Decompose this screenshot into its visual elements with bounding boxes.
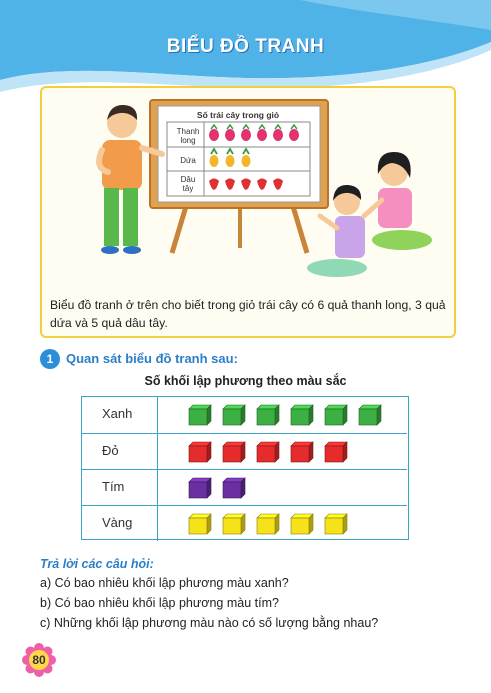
cube-icon [256, 513, 280, 535]
question-a: a) Có bao nhiêu khối lập phương màu xanh? [40, 576, 289, 590]
cube-icon [256, 441, 280, 463]
cube-icon [222, 513, 246, 535]
cube-icon [290, 441, 314, 463]
cube-icon [290, 513, 314, 535]
pictograph-row-xanh [82, 397, 407, 433]
illustration-caption: Biểu đồ tranh ở trên cho biết trong giỏ trái cây có 6 quả thanh long, 3 quả dứa và 5 quả dâu tây. [50, 298, 446, 330]
cube-icon [188, 441, 212, 463]
chart-title: Số khối lập phương theo màu sắc [144, 374, 347, 388]
illustration-box [40, 86, 456, 338]
page-number: 80 [32, 653, 46, 667]
cube-icon [222, 477, 246, 499]
answer-heading: Trả lời các câu hỏi: [40, 557, 154, 571]
exercise-instruction: Quan sát biểu đồ tranh sau: [66, 351, 238, 366]
row-label: Xanh [82, 397, 158, 433]
exercise-number-badge: 1 [40, 349, 60, 369]
sitting-girl [364, 152, 432, 250]
cube-pictograph [81, 396, 409, 540]
label-line: Dâu [180, 175, 196, 184]
cube-icon [358, 404, 382, 426]
pictograph-row-tim [82, 469, 407, 505]
cube-icon [324, 441, 348, 463]
label-line: Dứa [180, 156, 196, 165]
cube-icon [222, 404, 246, 426]
question-b: b) Có bao nhiêu khối lập phương màu tím? [40, 596, 279, 610]
row-label: Tím [82, 470, 158, 505]
cube-icon [188, 404, 212, 426]
cube-icon [222, 441, 246, 463]
pictograph-row-do [82, 433, 407, 469]
question-c: c) Những khối lập phương màu nào có số lượng bằng nhau? [40, 616, 379, 630]
cube-icon [290, 404, 314, 426]
label-line: long [180, 136, 196, 145]
cube-icon [324, 404, 348, 426]
cube-icon [256, 404, 280, 426]
board-title: Số trái cây trong giỏ [196, 110, 280, 120]
board-label-dragon-fruit [170, 127, 206, 145]
row-label: Đỏ [82, 434, 158, 469]
pictograph-row-vang [82, 505, 407, 541]
label-line: Thanh [176, 127, 200, 136]
cube-icon [324, 513, 348, 535]
cube-icon [188, 513, 212, 535]
board-label-strawberry [170, 175, 206, 193]
page-title: BIỂU ĐỒ TRANH [166, 36, 325, 57]
label-line: tây [182, 184, 194, 193]
cube-icon [188, 477, 212, 499]
page-number-badge [22, 643, 56, 677]
row-label: Vàng [82, 506, 158, 541]
board-label-pineapple [170, 156, 206, 165]
